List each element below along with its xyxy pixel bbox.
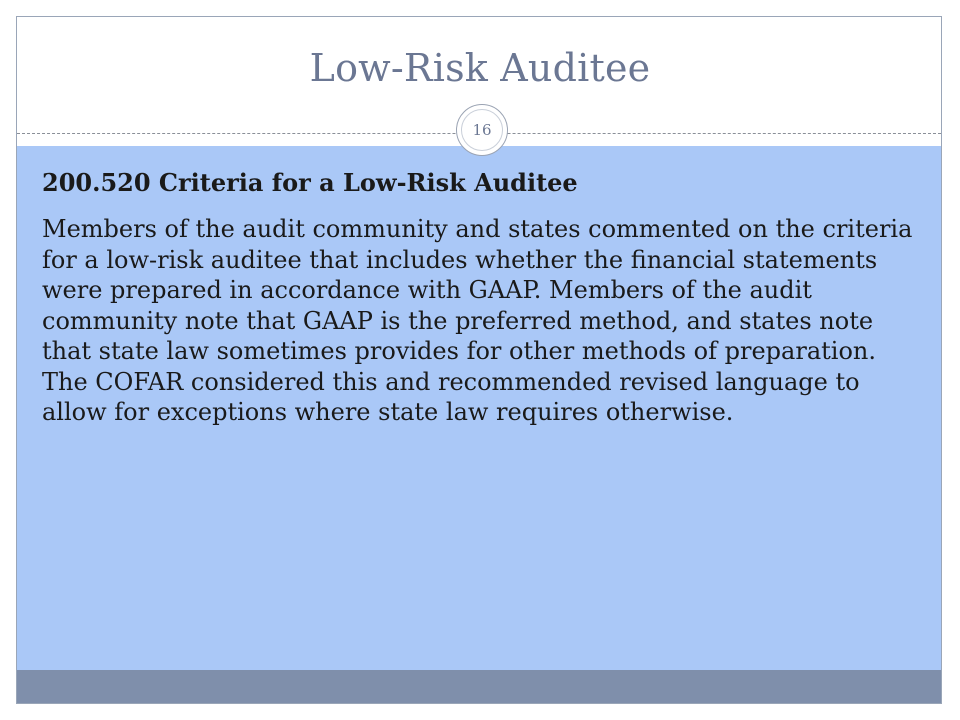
section-heading: 200.520 Criteria for a Low-Risk Auditee bbox=[42, 168, 578, 197]
slide-title: Low-Risk Auditee bbox=[309, 46, 651, 90]
footer-bar bbox=[17, 670, 941, 703]
body-paragraph: Members of the audit community and states commented on the criteria for a low-risk auditee that includes whether the financial statements were prepared in accordance with GAAP. Members of the audit community note that GAAP is the preferred method, and states note that state law sometimes provides for other methods of preparation. The COFAR considered this and recommended revised language to allow for exceptions where state law requires otherwise. bbox=[42, 215, 913, 426]
page-number: 16 bbox=[461, 109, 503, 151]
page-number-badge bbox=[456, 104, 508, 156]
